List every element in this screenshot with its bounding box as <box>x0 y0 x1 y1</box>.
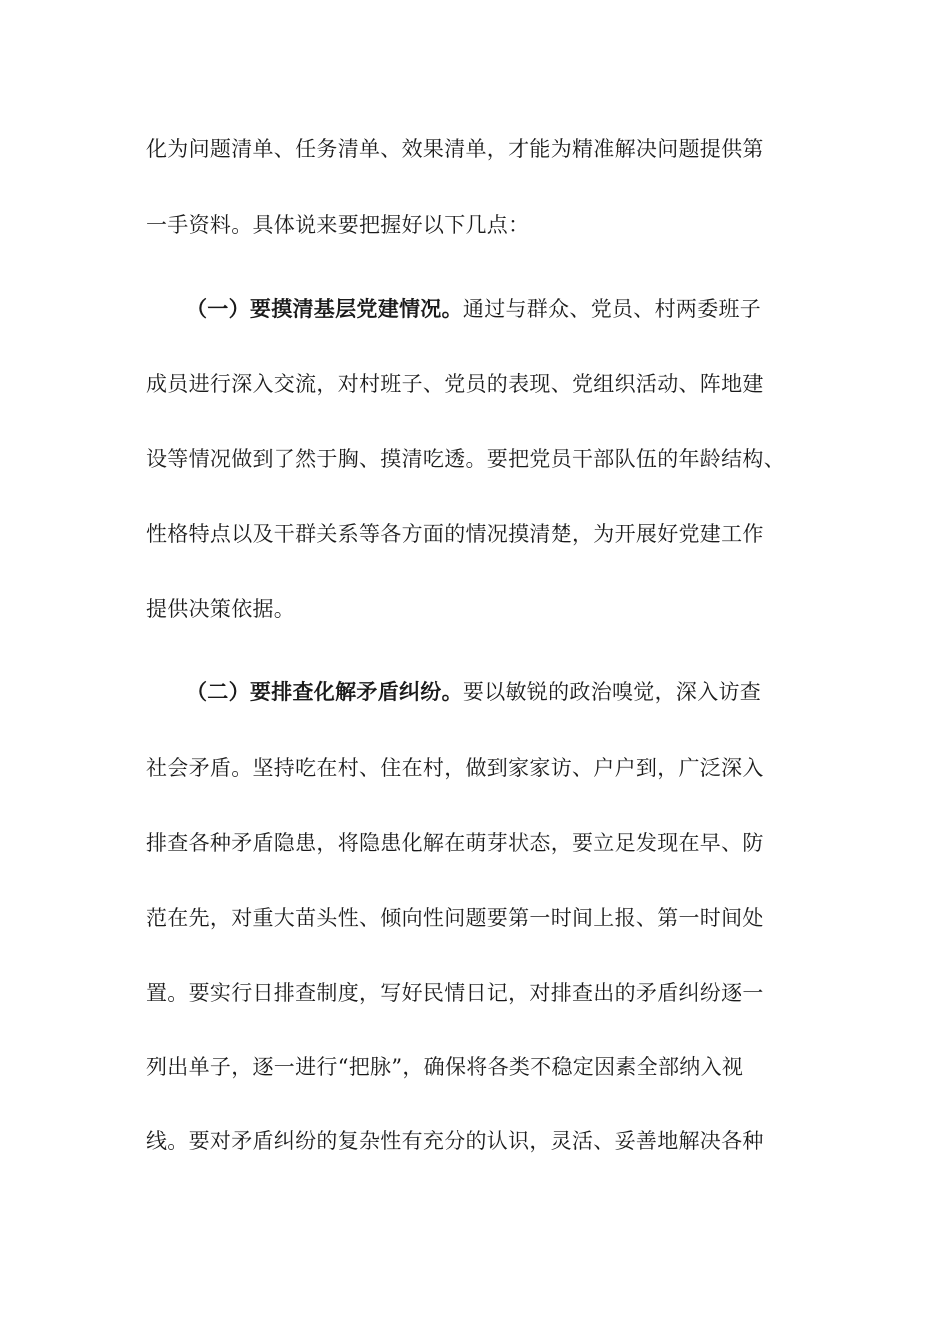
section-2-line-4: 范在先，对重大苗头性、倾向性问题要第一时间上报、第一时间处 <box>146 906 764 930</box>
section-1-line-5: 提供决策依据。 <box>146 597 296 621</box>
section-1-heading: （一）要摸清基层党建情况。 <box>186 297 463 321</box>
section-2-line-3: 排查各种矛盾隐患，将隐患化解在萌芽状态，要立足发现在早、防 <box>146 831 764 855</box>
section-2-line-5: 置。要实行日排查制度，写好民情日记，对排查出的矛盾纠纷逐一 <box>146 981 764 1005</box>
section-1-line-3: 设等情况做到了然于胸、摸清吃透。要把党员干部队伍的年龄结构、 <box>146 447 785 471</box>
section-2-heading: （二）要排查化解矛盾纠纷。 <box>186 680 463 704</box>
section-1-line-1-text: 通过与群众、党员、村两委班子 <box>462 297 762 321</box>
section-1-line-2: 成员进行深入交流，对村班子、党员的表现、党组织活动、阵地建 <box>146 372 764 396</box>
intro-line-2: 一手资料。具体说来要把握好以下几点： <box>146 213 530 237</box>
section-1-line-4: 性格特点以及干群关系等各方面的情况摸清楚，为开展好党建工作 <box>146 522 764 546</box>
section-2-line-1-text: 要以敏锐的政治嗅觉，深入访查 <box>462 680 762 704</box>
section-2-line-7: 线。要对矛盾纠纷的复杂性有充分的认识，灵活、妥善地解决各种 <box>146 1129 764 1153</box>
section-1-first-line <box>186 294 856 324</box>
section-2-line-6: 列出单子，逐一进行“把脉”，确保将各类不稳定因素全部纳入视 <box>146 1055 744 1079</box>
section-2-first-line <box>186 677 856 707</box>
intro-line-1: 化为问题清单、任务清单、效果清单，才能为精准解决问题提供第 <box>146 137 764 161</box>
section-2-line-2: 社会矛盾。坚持吃在村、住在村，做到家家访、户户到，广泛深入 <box>146 756 764 780</box>
